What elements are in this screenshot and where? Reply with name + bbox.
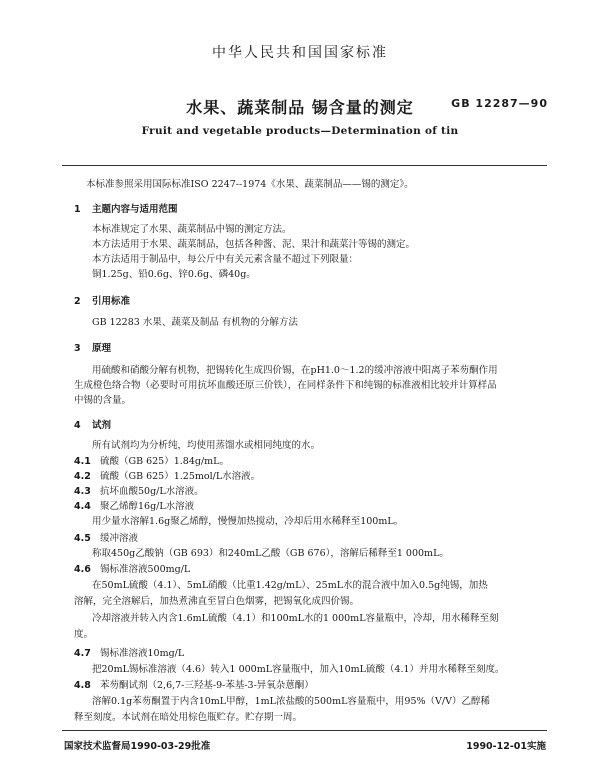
document-title-en: Fruit and vegetable products—Determination of tin: [141, 125, 459, 137]
section-4-number: 4: [74, 420, 81, 431]
section-2-number: 2: [74, 296, 81, 307]
standard-name: 中华人民共和国国家标准: [212, 45, 388, 61]
item-4-6-number: 4.6: [74, 564, 91, 575]
section-3-line: 生成橙色络合物（必要时可用抗坏血酸还原三价铁），在同样条件下和纯锡的标准液相比较并计算样品: [74, 380, 497, 391]
item-4-7-body: 把20mL锡标准溶液（4.6）转入1 000mL容量瓶中，加入10mL硫酸（4.1）并用水稀释至刻度。: [92, 664, 505, 675]
item-4-1-text: 硫酸（GB 625）1.84g/mL。: [100, 456, 229, 467]
item-4-8-body: 释至刻度。本试剂在暗处用棕色瓶贮存。贮存期一周。: [74, 712, 303, 723]
section-3-number: 3: [74, 343, 81, 354]
item-4-3-text: 抗坏血酸50g/L水溶液。: [100, 486, 204, 497]
item-4-6-text: 锡标准溶液500mg/L: [100, 564, 191, 575]
item-4-3-number: 4.3: [74, 486, 91, 497]
item-4-4-number: 4.4: [74, 501, 91, 512]
item-4-2-number: 4.2: [74, 471, 91, 482]
item-4-5-body: 称取450g乙酸钠（GB 693）和240mL乙酸（GB 676），溶解后稀释至1 000mL。: [92, 548, 449, 559]
item-4-1-number: 4.1: [74, 456, 91, 467]
item-4-8-body: 溶解0.1g苯芴酮置于内含10mL甲醇，1mL浓盐酸的500mL容量瓶中，用95%（V/V）乙醇稀: [92, 696, 490, 707]
intro-text: 本标准参照采用国际标准ISO 2247--1974《水果、蔬菜制品——锡的测定》。: [86, 179, 414, 190]
item-4-2-text: 硫酸（GB 625）1.25mol/L水溶液。: [100, 471, 261, 482]
item-4-7-text: 锡标准溶液10mg/L: [100, 648, 185, 659]
section-4-intro: 所有试剂均为分析纯，均使用蒸馏水或相同纯度的水。: [92, 440, 321, 451]
item-4-6-body: 在50mL硫酸（4.1）、5mL硝酸（比重1.42g/mL）、25mL水的混合液中加入0.5g纯锡，加热: [92, 580, 488, 591]
gb-number: GB 12287—90: [451, 97, 548, 110]
section-1-heading: 主题内容与适用范围: [92, 204, 178, 215]
footer-rule: [62, 730, 547, 731]
header-rule: [62, 165, 547, 166]
item-4-4-body: 用少量水溶解1.6g聚乙烯醇，慢慢加热搅动，冷却后用水稀释至100mL。: [92, 516, 404, 527]
item-4-8-number: 4.8: [74, 680, 91, 691]
item-4-4-text: 聚乙烯醇16g/L水溶液: [100, 501, 195, 512]
section-1-line: 本标准规定了水果、蔬菜制品中锡的测定方法。: [92, 224, 292, 235]
item-4-7-number: 4.7: [74, 648, 91, 659]
item-4-6-body: 溶解，完全溶解后，加热煮沸直至冒白色烟雾，把锡氧化成四价锡。: [74, 596, 360, 607]
item-4-6-body: 度。: [74, 629, 94, 640]
section-1-number: 1: [74, 204, 81, 215]
section-2-heading: 引用标准: [92, 296, 131, 307]
item-4-6-body: 冷却溶液并转入内含1.6mL硫酸（4.1）和100mL水的1 000mL容量瓶中，冷却，用水稀释至刻: [92, 613, 499, 624]
section-4-heading: 试剂: [92, 420, 112, 431]
item-4-8-text: 苯芴酮试剂（2,6,7-三羟基-9-苯基-3-异氧杂蒽酮）: [100, 680, 314, 691]
section-3-line: 中锡的含量。: [74, 395, 132, 406]
section-1-line: 铜1.25g、铅0.6g、锌0.6g、磷40g。: [92, 269, 256, 280]
section-3-line: 用硫酸和硝酸分解有机物，把锡转化生成四价锡，在pH1.0～1.2的缓冲溶液中阳离子苯芴酮作用: [92, 365, 498, 376]
document-title-cn: 水果、蔬菜制品 锡含量的测定: [186, 98, 414, 117]
item-4-5-number: 4.5: [74, 533, 91, 544]
section-1-line: 本方法适用于水果、蔬菜制品，包括各种酱、泥、果汁和蔬菜汁等锡的测定。: [92, 239, 416, 250]
implementation-date: 1990-12-01实施: [466, 741, 546, 752]
approval-date: 国家技术监督局1990-03-29批准: [64, 741, 211, 752]
section-3-heading: 原理: [92, 343, 112, 354]
section-1-line: 本方法适用于制品中，每公斤中有关元素含量不超过下列限量：: [92, 254, 359, 265]
section-2-line: GB 12283 水果、蔬菜及制品 有机物的分解方法: [92, 317, 298, 328]
item-4-5-text: 缓冲溶液: [100, 533, 139, 544]
